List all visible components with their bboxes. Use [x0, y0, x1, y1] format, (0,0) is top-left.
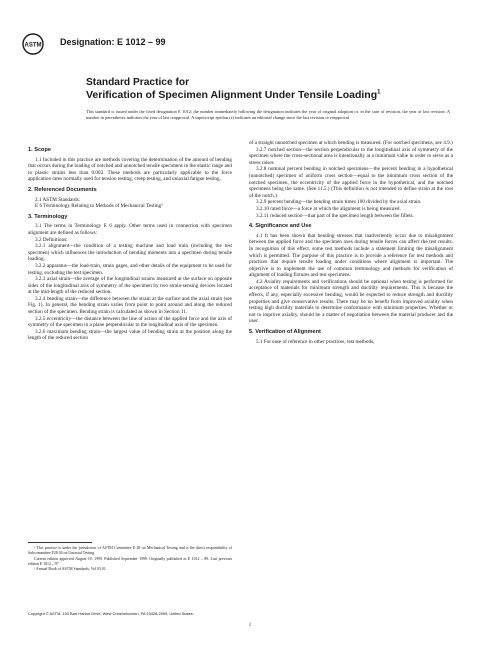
- paragraph: 4.1 It has been shown that bending stresses that inadvertently occur due to misalignment between the applied force and the specimen axes during tensile forces can affect the test results. In recognition of this effect, some test methods include a statement limiting the misalignment which is permitted. The purpose of this practice is to provide a reference for test methods and practices that require tensile loading under conditions where alignment is important. The objective is to implement the use of common terminology and methods for verification of alignment of loading fixtures and test specimens.: [249, 232, 453, 279]
- document-header: [22, 33, 482, 55]
- definition: 3.2.9 percent bending—the bending strain times 100 divided by the axial strain.: [256, 199, 422, 206]
- footnote: ¹ This practice is under the jurisdiction of ASTM Committee E-28 on Mechanical Testing and is the direct responsibility of Subcommittee E28.04 on Uniaxial Testing.: [28, 546, 232, 555]
- footnote: ² Annual Book of ASTM Standards, Vol 03.01.: [34, 567, 107, 571]
- svg-text:ASTM: ASTM: [24, 42, 42, 49]
- title-line-2: [86, 89, 380, 101]
- paragraph: 3.2 Definitions:: [35, 236, 68, 243]
- paragraph: 3.1 The terms in Terminology E 6 apply. Other terms used in connection with specimen alignment are defined as follows:: [28, 223, 232, 236]
- paragraph: E 6 Terminology Relating to Methods of Mechanical Testing²: [35, 203, 163, 210]
- right-column: [249, 140, 453, 345]
- section-heading: 4. Significance and Use: [249, 223, 312, 230]
- definition: 3.2.1 alignment—the condition of a testing machine and load train (including the test specimen) which influences the introduction of bending moments into a specimen during tensile loading.: [28, 243, 232, 263]
- paragraph: of a straight unnotched specimen at which bending is measured. (For notched specimens, see 4.9.): [249, 140, 453, 146]
- definition: 3.2.7 notched section—the section perpendicular to the longitudinal axis of symmetry of the specimen where the cross-sectional area is intentionally at a minimum value in order to serve as a stress raiser.: [249, 146, 453, 166]
- section-heading: 5. Verification of Alignment: [249, 329, 321, 336]
- paragraph: 1.1 Included in this practice are methods covering the determination of the amount of bending that occurs during the loading of notched and unnotched tensile specimens in the elastic range and to plastic strains less than 0.002. These methods are particularly applicable to the force application rates normally used for tension testing, creep testing, and uniaxial fatigue testing.: [28, 156, 232, 183]
- definition: 3.2.5 eccentricity—the distance between the line of action of the applied force and the axis of symmetry of the specimen in a plane perpendicular to the longitudinal axis of the specimen.: [28, 315, 232, 329]
- copyright-notice: Copyright © ASTM, 100 Barr Harbor Drive, West Conshohocken, PA 19428-2959, United States.: [28, 611, 194, 616]
- paragraph: 5.1 For ease of reference in other practices, test methods,: [256, 338, 375, 345]
- footnote-divider: [28, 542, 92, 543]
- title-line-1: Standard Practice for: [86, 77, 190, 88]
- section-heading: 1. Scope: [28, 147, 52, 153]
- definition: 3.2.3 axial strain—the average of the longitudinal strains measured at the surface on opposite sides of the longitudinal axis of symmetry of the specimen by two strain-sensing devices located at the mid-length of the reduced section.: [28, 276, 232, 296]
- title-footnote-mark: 1: [377, 89, 381, 96]
- section-heading: 3. Terminology: [28, 213, 68, 220]
- footnotes: [28, 546, 232, 573]
- preamble: This standard is issued under the fixed designation E 1012; the number immediately following the designation indicates the year of original adoption or, in the case of revision, the year of last revision. A number in parentheses indicates the year of last reapproval. A superscript epsilon (ε) indicates an editorial change since the last revision or reapproval.: [86, 109, 450, 120]
- definition: 3.2.6 maximum bending strain—the largest value of bending strain at the position along the length of the reduced section: [28, 328, 232, 342]
- paragraph: 4.2 Axiality requirements and verifications should be optional when testing is performed for acceptance of materials for minimum strength and ductility requirements. This is because the effects, if any, especially excessive bending, would be expected to reduce strength and ductility properties and give conservative results. There may be no benefit from improved axiality when testing high ductility materials to determine conformance with minimum properties. Whether or not to improve axiality, should be a matter of negotiation between the material producer and the user.: [249, 278, 453, 325]
- paragraph: 2.1 ASTM Standards:: [35, 196, 81, 203]
- section-heading: 2. Referenced Documents: [28, 186, 97, 193]
- title-text: Verification of Specimen Alignment Under Tensile Loading: [86, 89, 378, 101]
- definition: 3.2.11 reduced section—that part of the specimen length between the fillets.: [256, 212, 414, 219]
- definition: 3.2.10 rated force—a force at which the alignment is being measured.: [256, 205, 401, 212]
- astm-logo-icon: [22, 33, 44, 55]
- definition: 3.2.4 bending strain—the difference between the strain at the surface and the axial strain (see Fig. 1). In general, the bending strain varies from point to point around and along the reduced section of the specimen. Bending strain is calculated as shown in Section 11.: [28, 295, 232, 316]
- definition: 3.2.8 nominal percent bending in notched specimens—the percent bending in a hypothetical (unnotched) specimen of uniform cross section—equal to the minimum cross section of the notched specimen, the eccentricity of the applied force in the hypothetical, and the notched specimens being the same. (See 11.5.) (This definition is not intended to define strain at the root of the notch.): [249, 166, 453, 199]
- designation: Designation: E 1012 – 99: [60, 37, 166, 47]
- footnote: Current edition approved August 10, 1999. Published September 1999. Originally published as E 1012 – 89. Last previous edition E 1012 – 97.: [28, 556, 232, 566]
- left-column: [28, 143, 232, 342]
- page-number: 1: [248, 623, 252, 628]
- definition: 3.2.2 apparatus—the load-train, strain gages, and other details of the equipment to be used for testing, excluding the test specimen.: [28, 262, 232, 276]
